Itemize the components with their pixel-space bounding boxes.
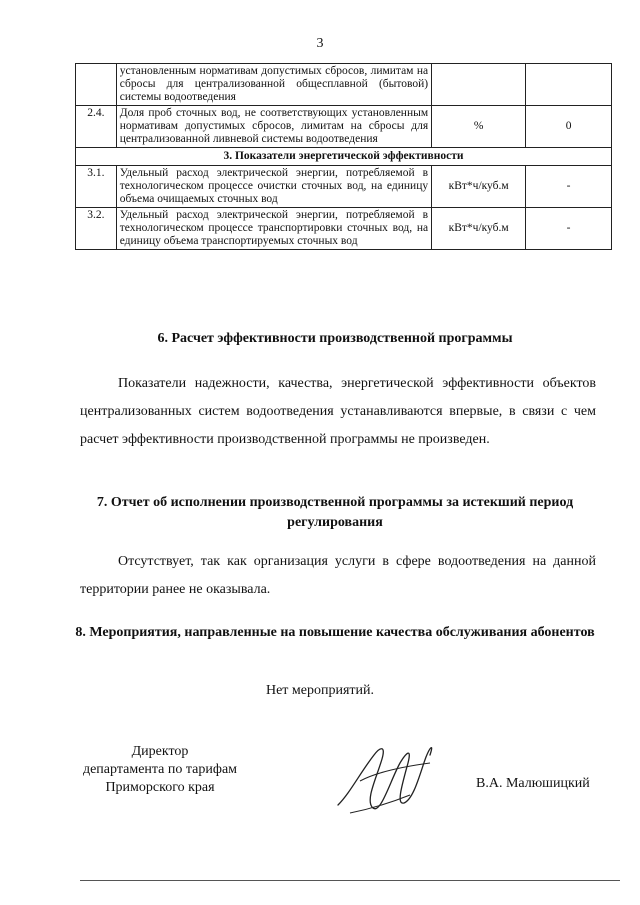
section-6-text: Показатели надежности, качества, энергетической эффективности объектов централизованных систем водоотведения устанавливаются впервые, в связи с чем расчет эффективности производственной программы не произведен. [80,376,596,447]
row-unit: кВт*ч/куб.м [432,208,526,250]
row-number: 2.4. [76,106,117,148]
row-description: установленным нормативам допустимых сбросов, лимитам на сбросы для централизованной общесплавной (бытовой) системы водоотведения [116,64,431,106]
section-3-heading: 3. Показатели энергетической эффективности [76,148,612,166]
row-value: - [526,166,612,208]
signatory-title-line: Директор [131,744,189,759]
row-description: Доля проб сточных вод, не соответствующих установленным нормативам допустимых сбросов, лимитам на сбросы для централизованной ливневой системы водоотведения [116,106,431,148]
table-row [76,208,612,250]
row-unit [432,64,526,106]
row-unit: кВт*ч/куб.м [432,166,526,208]
signatory-title [60,743,260,797]
section-7-text: Отсутствует, так как организация услуги в сфере водоотведения на данной территории ранее не оказывала. [80,554,596,597]
row-unit: % [432,106,526,148]
row-value: - [526,208,612,250]
section-8-text: Нет мероприятий. [265,683,375,698]
indicators-table [75,63,612,250]
table-section-header [76,148,612,166]
section-6-title: 6. Расчет эффективности производственной программы [157,331,513,346]
row-number: 3.2. [76,208,117,250]
row-number: 3.1. [76,166,117,208]
row-value: 0 [526,106,612,148]
handwritten-signature [330,733,440,823]
signatory-title-line: департамента по тарифам [82,762,238,777]
table-row [76,166,612,208]
signatory-name: В.А. Малюшицкий [476,776,590,791]
table-row [76,64,612,106]
page-number: 3 [316,36,324,51]
row-value [526,64,612,106]
row-description: Удельный расход электрической энергии, потребляемой в технологическом процессе очистки сточных вод, на единицу объема очищаемых сточных вод [116,166,431,208]
page-bottom-divider [80,880,620,881]
row-description: Удельный расход электрической энергии, потребляемой в технологическом процессе транспортировки сточных вод, на единицу объема транспортируемых сточных вод [116,208,431,250]
section-7-title: 7. Отчет об исполнении производственной программы за истекший период регулирования [96,495,574,530]
table-row [76,106,612,148]
row-number [76,64,117,106]
signatory-title-line: Приморского края [105,780,215,795]
section-8-title: 8. Мероприятия, направленные на повышение качества обслуживания абонентов [75,625,595,640]
